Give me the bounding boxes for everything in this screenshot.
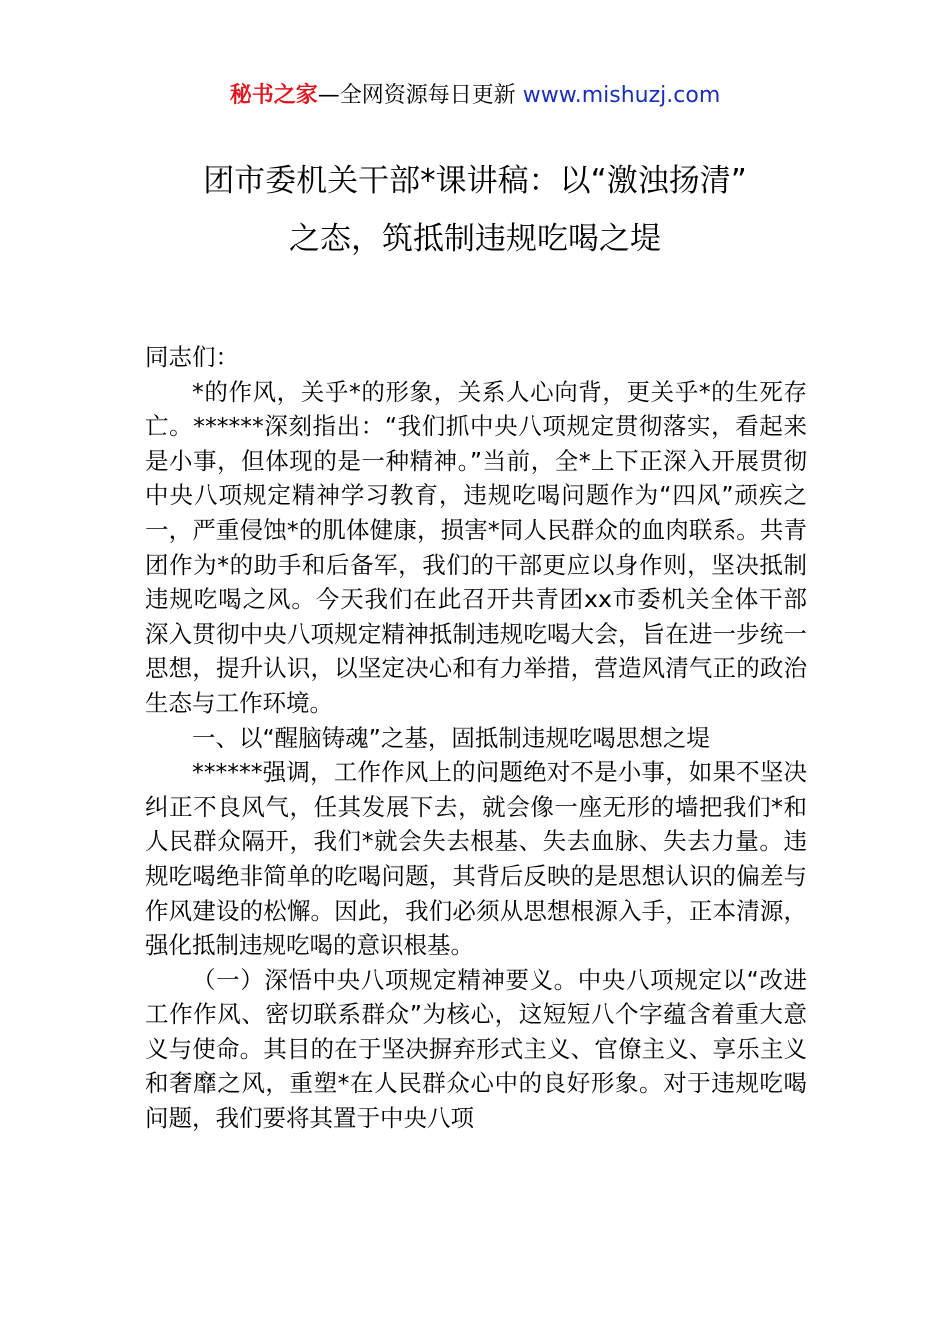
paragraph-intro: *的作风，关乎*的形象，关系人心向背，更关乎*的生死存亡。******深刻指出：“我们抓中央八项规定贯彻落实，看起来是小事，但体现的是一种精神。”当前，全*上下正深入开展贯彻中央八项规定精神学习教育，违规吃喝问题作为“四风”顽疾之一，严重侵蚀*的肌体健康，损害*同人民群众的血肉联系。共青团作为*的助手和后备军，我们的干部更应以身作则，坚决抵制违规吃喝之风。今天我们在此召开共青团xx市委机关全体干部深入贯彻中央八项规定精神抵制违规吃喝大会，旨在进一步统一思想，提升认识，以坚定决心和有力举措，营造风清气正的政治生态与工作环境。 [145,377,807,717]
title-line-2: 之态，筑抵制违规吃喝之堤 [289,221,661,257]
salutation: 同志们： [145,343,239,371]
title-line-1: 团市委机关干部*课讲稿：以“激浊扬清” [203,163,747,199]
site-brand: 秘书之家 [229,83,318,108]
site-header [0,80,950,112]
paragraph-subsection-1: （一）深悟中央八项规定精神要义。中央八项规定以“改进工作作风、密切联系群众”为核心，这短短八个字蕴含着重大意义与使命。其目的在于坚决摒弃形式主义、官僚主义、享乐主义和奢靡之风，重塑*在人民群众心中的良好形象。对于违规吃喝问题，我们要将其置于中央八项 [145,965,807,1133]
site-url-link[interactable]: www.mishuzj.com [522,83,721,108]
document-title [95,152,855,268]
site-tagline: —全网资源每日更新 [317,83,516,108]
paragraph-section-1: ******强调，工作作风上的问题绝对不是小事，如果不坚决纠正不良风气，任其发展下去，就会像一座无形的墙把我们*和人民群众隔开，我们*就会失去根基、失去血脉、失去力量。违规吃喝绝非简单的吃喝问题，其背后反映的是思想认识的偏差与作风建设的松懈。因此，我们必须从思想根源入手，正本清源，强化抵制违规吃喝的意识根基。 [145,758,807,960]
document-body [145,340,807,1136]
section-heading-1: 一、以“醒脑铸魂”之基，固抵制违规吃喝思想之堤 [192,723,710,752]
